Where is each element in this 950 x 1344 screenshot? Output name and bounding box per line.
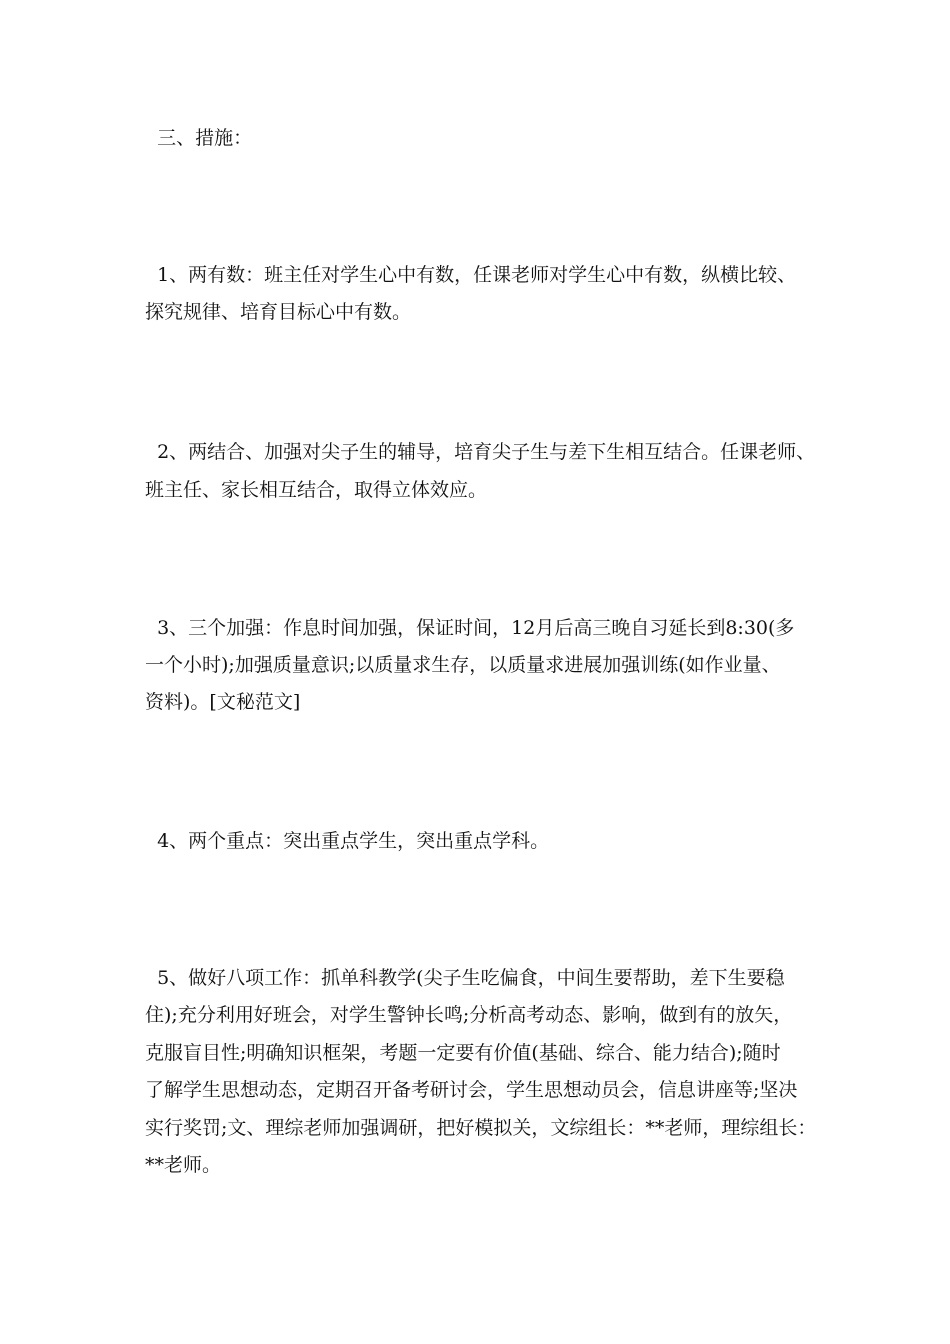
paragraph-line: 克服盲目性;明确知识框架，考题一定要有价值(基础、综合、能力结合);随时 bbox=[145, 1042, 781, 1064]
paragraph-line: 了解学生思想动态，定期召开备考研讨会，学生思想动员会，信息讲座等;坚决 bbox=[145, 1079, 798, 1101]
paragraph-line: 探究规律、培育目标心中有数。 bbox=[145, 301, 412, 323]
paragraph-line: 实行奖罚;文、理综老师加强调研，把好模拟关，文综组长：**老师，理综组长： bbox=[145, 1117, 817, 1139]
paragraph-line: 住);充分利用好班会，对学生警钟长鸣;分析高考动态、影响，做到有的放矢， bbox=[145, 1004, 793, 1026]
paragraph-line: 5、做好八项工作：抓单科教学(尖子生吃偏食，中间生要帮助，差下生要稳 bbox=[145, 967, 785, 989]
paragraph-line: 班主任、家长相互结合，取得立体效应。 bbox=[145, 479, 488, 501]
paragraph-line: 一个小时);加强质量意识;以质量求生存，以质量求进展加强训练(如作业量、 bbox=[145, 654, 781, 676]
paragraph-line: **老师。 bbox=[145, 1154, 222, 1176]
paragraph-line: 1、两有数：班主任对学生心中有数，任课老师对学生心中有数，纵横比较、 bbox=[145, 264, 797, 286]
section-heading: 三、措施： bbox=[145, 127, 253, 149]
paragraph-line: 4、两个重点：突出重点学生，突出重点学科。 bbox=[145, 830, 550, 852]
paragraph-line: 资料)。[文秘范文] bbox=[145, 691, 301, 713]
paragraph-line: 2、两结合、加强对尖子生的辅导，培育尖子生与差下生相互结合。任课老师、 bbox=[145, 441, 816, 463]
paragraph-line: 3、三个加强：作息时间加强，保证时间，12月后高三晚自习延长到8:30(多 bbox=[145, 617, 795, 639]
